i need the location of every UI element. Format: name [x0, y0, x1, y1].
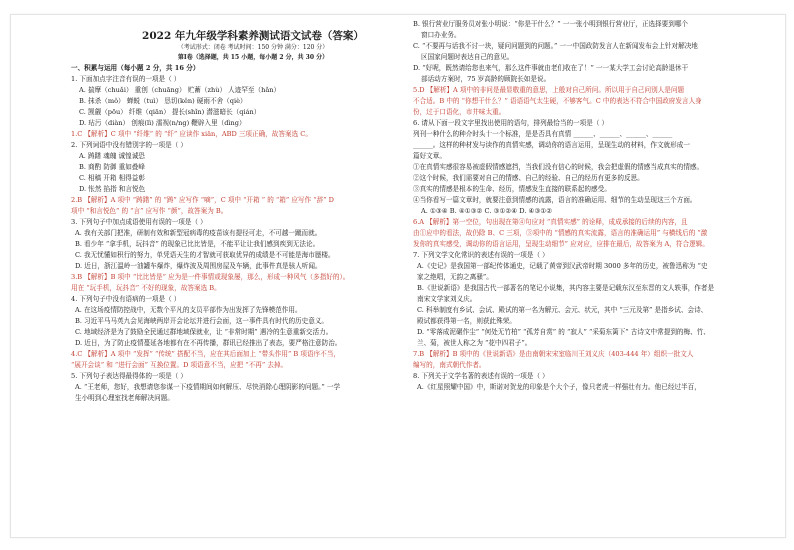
left-text-line: 1. 下面加点字注音有误的一项是（ ）: [71, 75, 181, 83]
right-text-line: 殿试都获得第一名，则获此殊荣。: [417, 317, 516, 325]
left-text-line: 3. 下列句子中加点成语使用有误的一项是（ ）: [71, 218, 207, 226]
right-text-line: C. “不要再与话我不讨一块，疑问问题到的问题。” 一一中国政防发言人在新闻发布会上针对解决地: [413, 42, 698, 50]
right-text-line: 列刊一种什么的种介时头十一个标准，是是否具有真情 ______、______、______、______: [413, 130, 673, 138]
left-text-line: 1.C 【解析】C 项中 “纤维” 的 “纤” 应读作 xiān，ABD 三项正确，故答案选 C。: [71, 130, 312, 138]
right-text-line: ①在真情实感很容易被虚假情感遮挡，当我们没有信心的时候，我会把虚假的情感当成真实的情感。: [413, 163, 704, 171]
right-text-line: 窗口办业务。: [421, 31, 461, 39]
right-text-line: ______。这样的种材发与读作的真情实感，调动你的语言运用，呈现生动的材料，作文就形成一: [413, 141, 690, 149]
right-text-line: ③真实的情感是根本的生命、经历，情感发生直接的联系起的感受。: [413, 185, 611, 193]
right-text-line: A. ①③④ B. ④①③② C. ③①②④ D. ④③①②: [421, 207, 553, 215]
right-text-line: 份，过于口语化，市井味太重。: [413, 108, 506, 116]
right-text-line: 发你的真实感受，调动你的语言运用，呈现生动细节” 应对应，应排在最后，故答案为 A，符合逻辑。: [413, 240, 709, 248]
right-text-line: 7. 下列文学文化常识的表述有误的一项是（ ）: [413, 251, 549, 259]
left-text-line: D. 近日，为了防止疫情蔓延各地都有在不再传播，群讯已经推出了表态，要严格注意防治。: [75, 339, 342, 347]
right-text-line: 兰、菊，被世人称之为 “花中四君子”。: [417, 339, 532, 347]
right-text-line: 部话动方案时，75 岁高龄的顾院长如是说。: [421, 75, 551, 83]
right-text-line: 区国家问题时表达自己的意见。: [421, 53, 514, 61]
left-text-line: B. 习近平马马英九会见海峡两岸开会论坛并进行会面，这一事件具有时代的历史意义。: [75, 317, 329, 325]
left-text-line: 2. 下列词语中没有错别字的一项是（ ）: [71, 141, 187, 149]
document-page: [10, 14, 786, 538]
section-heading: 第Ⅰ卷（选择题，共 15 小题，每小题 2 分，共 30 分）: [177, 54, 329, 61]
left-column: [71, 15, 435, 537]
left-text-line: C. 相稿 开箱 相得益彰: [79, 174, 145, 182]
left-text-line: A. 我有关部门把准，研制有效和新型冠病毒的疫苗该有提径可走，不可越一蹴而就。: [75, 229, 322, 237]
left-text-line: C. 我无忧懂如积行的努力，单凭语天生的才智就可获取优异的成绩是不可能是海市蜃楼。: [75, 251, 335, 259]
left-text-line: 4.C 【解析】A 项中 “发挥” “传统” 搭配不当，应在其后面加上 “带头作用” B 项语序不当，: [71, 350, 340, 358]
exam-title: 2022 年九年级学科素养测试语文试卷（答案）: [142, 30, 364, 42]
right-text-line: 家之绝唱，无韵之离骚”。: [417, 273, 493, 281]
left-text-line: 4. 下列句子中没有语病的一项是（ ）: [71, 295, 181, 303]
left-text-line: 生小明到心理室找老师解决问题。: [75, 394, 174, 402]
right-text-line: 6. 请从下面一段文字里找出使用的语句，排列最恰当的一项是（ ）: [413, 119, 609, 127]
left-text-line: “展开会谈” 和 “进行会面” 互换位置。D 项语意不当，应把 “不再” 去掉。: [71, 361, 288, 369]
right-column: [413, 15, 777, 541]
right-text-line: 5.D 【解析】A 项中的非问是最显敬重的意思，上般对自己所问。所以用于自己问别人是问题: [413, 86, 685, 94]
right-text-line: ④当你看写一篇文章时，就要注意到情感的流露，语言的准确运用、细节的生动呈现这三个方面。: [413, 196, 697, 204]
right-text-line: B. 银行营业厅服务员对张小明说：“你是干什么？” 一一张小明到银行营业厅，正选择要到哪个: [413, 20, 689, 28]
left-text-line: 一、积累与运用（每小题 2 分，共 16 分）: [71, 64, 200, 72]
left-text-line: 3.B 【解析】B 项中 “比比皆是” 应为是一件事情或现象屡，那么，形成一种风气（多指好的）。: [71, 273, 350, 281]
right-text-line: 不合适。B 中的 “你想干什么？” 语语语气太生硬，不够客气。C 中的表达不符合中国政府发言人身: [413, 97, 702, 105]
right-text-line: 6.A 【解析】第一空位，句出现在第④句应对 “真情实感” 的诠释，成成承接的后续的内容，且: [413, 218, 688, 226]
left-text-line: B. 抹杀（mǒ） 蝉蜕（tuì） 恳切(kěn) 硬雨不舍（qiè）: [79, 97, 247, 105]
right-text-line: 由①应申的看法，故仍除 B、C 三项，③项中的 “情感的真实流露，语言的准确运用” 与横线后的 “激: [413, 229, 708, 237]
left-text-line: A. 踌躇 魂魄 诚惶诚恐: [79, 152, 145, 160]
left-text-line: C. 觊觎（pōu） 纤维（qiān） 提长(shǐn) 潜滋暗长（qián）: [79, 108, 261, 116]
left-text-line: C. 地域经济是为了鼓励全民通过群地域保就业，让 “非常时期” 遇冷的生意重新交活力。: [75, 328, 333, 336]
exam-meta: （考试形式：闭卷 考试时间：150 分钟 满分：120 分）: [177, 44, 329, 51]
right-text-line: D. “零落成泥碾作尘” “何处无竹柏” “孤芳自赏” 的 “寂人” “采菊东篱下” 古诗文中常提到的梅、竹、: [417, 328, 710, 336]
right-text-line: D. “好呢，既然请给您也来气，那么这件事就由老们收在了！” 一一某大学工会讨论高龄退休干: [413, 64, 689, 72]
right-text-line: ②这个时候，我们需要对自己的情感、自己的经验、自己的经历有更多的反思。: [413, 174, 644, 182]
left-text-line: 用在 “玩手机，玩抖音” 不好的现象，故答案选 B。: [71, 284, 221, 292]
right-text-line: A.《红星照耀中国》中，斯诺对贺龙的印象是个大个子，像只老虎一样强壮有力。他已经过半百，: [417, 383, 701, 391]
right-text-line: 8. 下列关于文学名著的表述有误的一项是（ ）: [413, 372, 549, 380]
left-text-line: D. 怅然 掐指 和言悦色: [79, 185, 146, 193]
left-text-line: D. 近日，浙江温岭一油罐车爆炸，爆炸波及周围房屋及车辆，此事件真是骇人听闻。: [75, 262, 322, 270]
right-text-line: C. 科举制度有乡试、会试、殿试的第一名为解元、会元、状元，其中 “三元及第” 是指乡试、会诗、: [417, 306, 708, 314]
right-text-line: B.《世说新语》是我国古代一部著名的笔记小说集，其内容主要是记载东汉至东晋的文人轶事，作者是: [417, 284, 715, 292]
left-text-line: 5. 下列句子表达得最得体的一项是（ ）: [71, 372, 187, 380]
left-text-line: 项中 “和言悦色” 的 “言” 应写作 “颜”，故答案为 B。: [71, 207, 228, 215]
right-text-line: A.《史记》是我国第一部纪传体通史，记载了黄帝到汉武帝时期 3000 多年的历史，被鲁迅称为 “史: [417, 262, 708, 270]
right-text-line: 篇好文章。: [413, 152, 446, 160]
left-text-line: B. 看少年 “拿手机，玩抖音” 的现象已比比皆是，不能平让让我们感到疾到无法论。: [75, 240, 320, 248]
left-text-line: 2.B 【解析】A 项中 “踌躇” 的 “踌” 应写作 “嘀”，C 项中 “开箱 ” 的 “箱” 应写作 “辞” D: [71, 196, 334, 204]
left-text-line: D. 玷污（diàn） 创痕(lì) 濡视(n/ng) 鞭辟入里（dìng）: [79, 119, 246, 127]
left-text-line: A. 揣摩（chuǎi） 重创（chuāng） 贮蓄（zhù） 人迹罕至（hǎn）: [79, 86, 281, 94]
left-text-line: A. 在这场疫情防控战中，无数个平凡的支员平部作为出发挥了先锋模范作用。: [75, 306, 302, 314]
left-text-line: A. “王老师，您好，我想请您参谋一下疫情期间如何解压、尽快消除心理阴影的问题。” 一学: [75, 383, 341, 391]
left-text-line: B. 商酌 防御 重如叠峰: [79, 163, 145, 171]
right-text-line: 7.B 【解析】B 项中的《世说新语》是由南朝宋宋室临川王刘义庆（403-444 年）组织一批文人: [413, 350, 694, 358]
right-text-line: 编写的，南式朝代作者。: [413, 361, 486, 369]
right-text-line: 南宋文学家刘义庆。: [417, 295, 477, 303]
